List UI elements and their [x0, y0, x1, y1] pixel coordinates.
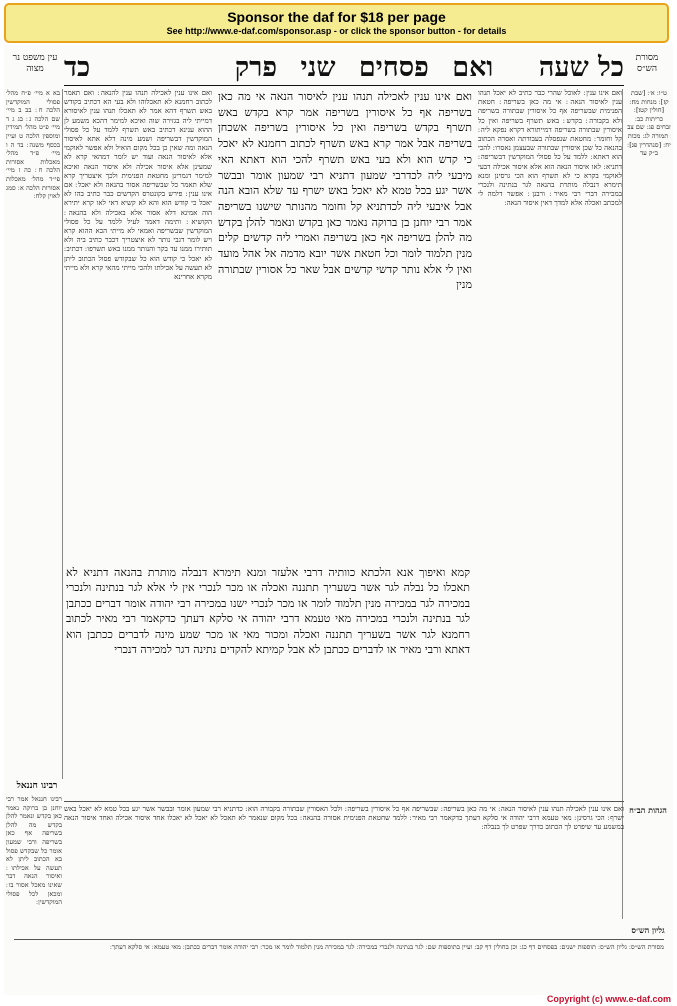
gilyon-hashas-heading: גליון הש״ס: [631, 925, 665, 935]
tosafot-text: ואם אינו ענין לאכילה תנהו ענין להנאה ׃ ואם תאמר לכתוב רחמנא לא תאכלוהו ולא בעי הא דכתיב בקודש באש תשרף דהא אמר לא תאכלו תנהו ענין לאיסורא דמייתי ליה בגזירה שוה ואיכא למימר דהכא משמע לן ההוא ענינא דכתיב באש תשרף ללמד על כל פסולי המוקדשין דבשריפה ושמע מינה דלא אתא לאיסור הנאה ומה שאין כן בכל מקום הואיל ולא אפשר לאוקמי אלא לאיסור הנאה ועוד יש לומר דמהאי קרא לא שמעינן אלא איסור אכילה ולא איסור הנאה ואיכא למימר דגמרינן מחטאת הפנימית ולכך איצטריך קרא שלא תאמר כל שבשריפה אסור בהנאה ולא יאכל ׃ אם אינו ענין ׃ פירש בקונטרס הקדשים כבר כתיב בהו לא יאכל כי קודש הוא והא לא קשיא דאי לאו קרא יתירא הוה אמינא דלא אסור אלא באכילה ולא בהנאה ׃ הקושיא ׃ ותימה דאמר לעיל ללמד על כל פסולי המוקדשין שבשריפה ואמאי לא מייתי הכא ההוא קרא ויש לומר דגבי נותר לא איצטריך דכבר כתיב ביה ולא תותירו ממנו עד בקר והנותר ממנו באש תשרפו ׃ דכתיב ׃ לא יאכל כי קודש הוא כל שבקודש פסול הכתוב ליתן לא תעשה על אכילתו ולהכי מייתי מהאי קרא ולא מייתי מקרא אחרינא: [64, 89, 212, 282]
footer-divider: [14, 939, 664, 940]
page-header: [64, 51, 624, 86]
sponsor-subtitle[interactable]: See http://www.e-daf.com/sponsor.asp - or click the sponsor button - for details: [166, 26, 507, 36]
page-number: כד: [64, 52, 91, 83]
column-divider: [622, 89, 623, 919]
gemara-lower-text: קמא ואיפוך אנא הלכתא כוותיה דרבי אלעזר ומנא תימרא דנבלה מותרת בהנאה דתניא לא תאכלו כל נבלה לגר אשר בשעריך תתננה ואכלה או מכר לנכרי אין לי אלא לגר בנתינה ולנכרי במכירה לגר במכירה מנין תלמוד לומר או מכר לנכרי ישנו במכירה רבי יהודה אומר דברים ככתבן לגר בנתינה ולנכרי במכירה מאי טעמא דרבי יהודה אי סלקא דעתך כדקאמר רבי מאיר לכתוב רחמנא לגר אשר בשעריך תתננה ואכלה ומכור מאי או מכר שמע מינה לדברים ככתבן הוא דאתא ורבי מאיר או לדברים ככתבן לא אבל קמיתא להקדים נתינה דגר למכירה דנכרי: [66, 566, 470, 657]
hagahot-habach-heading: הגהות הב״ח: [629, 805, 667, 815]
ein-mishpat-text: בא א מיי׳ פ״ח מהל׳ פסולי המוקדשין הלכה ח ׃ בב ב מיי׳ שם הלכה ג ׃ בג ג ד מיי׳ פ״ט מהל׳ תמידין ומוספין הלכה ט ועיין בכסף משנה ׃ בד ה ו מיי׳ פ״ד מהל׳ מאכלות אסורות הלכה ח ׃ כה ז מיי׳ פי״ד מהל׳ מאכלות אסורות הלכה א ׃ סמג לאוין קלח ׃: [6, 89, 60, 201]
rashi-column: [478, 89, 622, 849]
rabbeinu-chananel-heading: רבינו חננאל: [16, 781, 58, 791]
sponsor-title: Sponsor the daf for $18 per page: [227, 9, 446, 25]
rashi-text: ואם אינו ענין ׃ לאוכל שהרי כבר כתיב לא יאכל תנהו ענין לאיסור הנאה ׃ אי מה כאן בשריפה ׃ חטאת הפנימית שבשריפה אף כל איסורין שבתורה בשריפה ולא בקבורה ׃ בקדש ׃ באש תשרף בשריפה ואין כל איסורין שבתורה בשריפה דמייתורא דקרא נפקא ליה ׃ קל וחומר ׃ מחטאת שנפסלה בעבודתה ואסרה הכתוב בהנאה כל שכן איסורין שבתורה שבעצמן נאסרו ׃ להכי הוא דאתא ׃ ללמד על כל פסולי המוקדשין דבשריפה ׃ דתניא ׃ לאו איסור הנאה הוא אלא איסור אכילה דבעי לאוקמי בקרא כי לא תשרף הוא הכי גרסינן ומנא תימרא דנבלה מותרת בהנאה לגר בנתינה ולנכרי במכירה דברי רבי מאיר ׃ ורבנן ׃ אפשר דלמה לי למכתב ואכלה אלא למדך דאין איסור הנאה ׃: [478, 89, 622, 208]
section-divider: [64, 801, 624, 802]
rabbeinu-chananel-text: רבינו חננאל אמר רבי יוחנן בן ברוקה נאמר כאן בקדש ונאמר להלן בקדש מה להלן בשריפה אף כאן בשריפה ורבי שמעון אומר כל שבקדש פסול בא הכתוב ליתן לא תעשה על אכילתו ׃ ואיסור הנאה דבר שאינו מאכל אסור בו ׃ ומכאן לכל פסולי המוקדשין ׃: [6, 795, 62, 907]
sponsor-banner[interactable]: [4, 3, 669, 43]
rabbeinu-chananel-column: [6, 795, 62, 935]
footer-notes: [14, 943, 664, 991]
bottom-commentary: [64, 805, 624, 935]
chapter-name: כל שעה: [538, 52, 624, 83]
masoret-hashas-column: [627, 89, 671, 769]
header-title: ואם פסחים שני פרק: [234, 52, 494, 83]
column-divider: [62, 89, 63, 779]
copyright-link[interactable]: Copyright (c) www.e-daf.com: [546, 994, 671, 1004]
footer-notes-text: מסורת הש״ס ׃ גליון הש״ס ׃ תוספות ישנים ׃ בפסחים דף כג ׃ וכן בחולין דף קב ׃ ועיין בתוספות שם ׃ לגר בנתינה ולנכרי במכירה ׃ לגר במכירה מנין תלמוד לומר או מכר ׃ רבי יהודה אומר דברים ככתבן ׃ מאי טעמא ׃ אי סלקא דעתך ׃: [109, 943, 664, 951]
gemara-text: ואם אינו ענין לאכילה תנהו ענין לאיסור הנאה אי מה כאן בשריפה אף כל איסורין בשריפה אמר קרא בקדש באש תשרף בקדש בשריפה ואין כל איסורין בשריפה אשכחן בשריפה אבל אמר קרא באש תשרף לכתוב רחמנא לא יאכל כי קדש הוא ולא בעי באש תשרף להכי הוא דאתא האי מיבעי ליה לכדרבי שמעון דתניא רבי שמעון אומר ובבשר אשר יגע בכל טמא לא יאכל באש ישרף עד שלא הובא הנה אבל איבעי ליה לכדתניא קל וחומר מהנותר שישנו בשריפה אמר רבי יוחנן בן ברוקה נאמר כאן בקדש ונאמר להלן בקדש מה להלן בשריפה אף כאן בשריפה ואמרי ליה קדשים קלים מנין תלמוד לומר וכל חטאת אשר יובא מדמה אל אהל מועד ואין לי אלא נותר קדשי קדשים אבל שאר כל אסורין שבתורה מנין: [218, 90, 472, 292]
ein-mishpat-heading: עין משפט נר מצוה: [12, 53, 58, 74]
ein-mishpat-column: [6, 89, 60, 649]
gemara-lower-column: [66, 565, 470, 797]
bottom-commentary-text: ואם אינו ענין לאכילה תנהו ענין לאיסור הנאה ׃ אי מה כאן בשריפה ׃ שבשריפה אף כל איסורין בשריפה ׃ ולכל האסורין שבתורה בקבורה הוא ׃ כדתניא רבי שמעון אומר ובבשר אשר יגע בכל טמא לא יאכל באש ישרף ׃ הכי גרסינן ׃ מאי טעמא דרבי יהודה אי סלקא דעתך כדקאמר רבי מאיר ׃ ללמד שחטאת הפנימית אסורה בהנאה ׃ בכל מקום שנאמר לא תאכל לא יאכל לא יאכלו אחד איסור אכילה ואחד איסור הנאה במשמע עד שיפרט לך הכתוב כדרך שפרט לך בנבלה ׃: [64, 805, 624, 832]
masoret-hashas-text: ט״ו ׃ א׳ ׃ [שבת קז׃] ׃ מנחות מח׃ ׃ [חולין קטו׃] ׃ כריתות כב ׃ זבחים פג ׃ שם צב ׃ תמורה לג ׃ מכות יח ׃ [סנהדרין פג׃] ׃ ב״ק עד: [627, 89, 671, 158]
masoret-hashas-heading: מסורת הש״ס: [635, 53, 659, 74]
talmud-page-scan: [4, 45, 673, 995]
